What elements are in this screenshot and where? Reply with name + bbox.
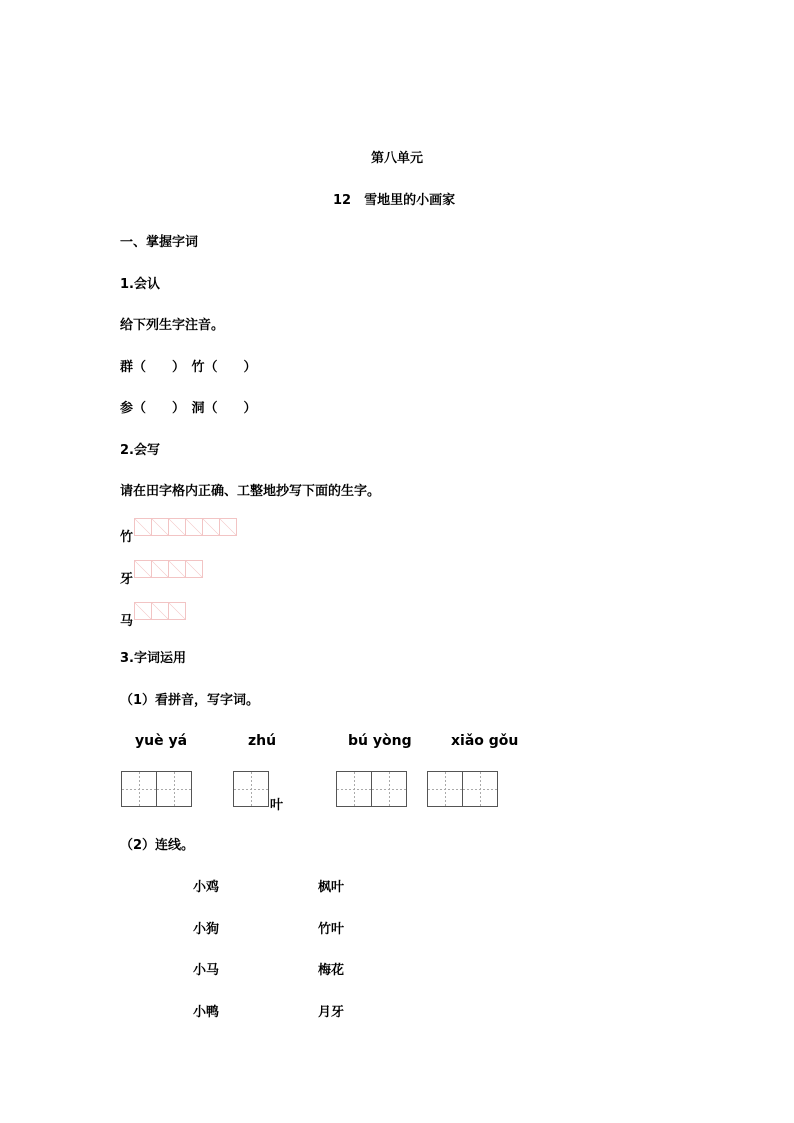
lesson-title: 12 雪地里的小画家: [333, 193, 456, 208]
subsection-heading-recognize: 1.会认: [120, 277, 160, 292]
practice-row-zhu: [120, 518, 237, 545]
answer-grid-yueya[interactable]: [121, 771, 191, 807]
practice-char: 竹: [120, 530, 134, 545]
answer-grid-xiaogou[interactable]: [427, 771, 497, 807]
subsection-heading-usage: 3.字词运用: [120, 651, 186, 666]
match-left-item[interactable]: 小鸡: [193, 880, 220, 895]
match-left-item[interactable]: 小马: [193, 963, 220, 978]
pinyin-row-1: 群（ ） 竹（ ）: [120, 360, 257, 375]
practice-char: 马: [120, 614, 134, 629]
part2-label: （2）连线。: [120, 838, 195, 853]
practice-grid[interactable]: [135, 518, 237, 536]
practice-grid[interactable]: [135, 560, 203, 578]
practice-grid[interactable]: [135, 602, 186, 620]
pinyin-row-2: 参（ ） 洞（ ）: [120, 401, 257, 416]
unit-title: 第八单元: [370, 151, 423, 166]
answer-grid-buyong[interactable]: [336, 771, 406, 807]
instruction-pinyin: 给下列生字注音。: [120, 318, 225, 333]
practice-row-ya: [120, 560, 203, 587]
match-right-item[interactable]: 梅花: [318, 963, 345, 978]
match-right-item[interactable]: 枫叶: [318, 880, 345, 895]
section-heading-vocabulary: 一、掌握字词: [120, 235, 199, 250]
pinyin-xiaogou: xiǎo gǒu: [451, 733, 519, 749]
subsection-heading-write: 2.会写: [120, 443, 160, 458]
pinyin-buyong: bú yòng: [348, 733, 412, 749]
match-left-item[interactable]: 小狗: [193, 922, 220, 937]
instruction-copy: 请在田字格内正确、工整地抄写下面的生字。: [120, 484, 381, 499]
practice-char: 牙: [120, 572, 134, 587]
practice-row-ma: [120, 602, 186, 629]
match-right-item[interactable]: 竹叶: [318, 922, 345, 937]
match-right-item[interactable]: 月牙: [318, 1005, 345, 1020]
suffix-char: 叶: [270, 798, 284, 813]
part1-label: （1）看拼音，写字词。: [120, 693, 260, 708]
pinyin-zhu: zhú: [248, 733, 277, 749]
answer-grid-zhu[interactable]: [233, 771, 284, 813]
match-left-item[interactable]: 小鸭: [193, 1005, 220, 1020]
pinyin-yueya: yuè yá: [135, 733, 188, 749]
